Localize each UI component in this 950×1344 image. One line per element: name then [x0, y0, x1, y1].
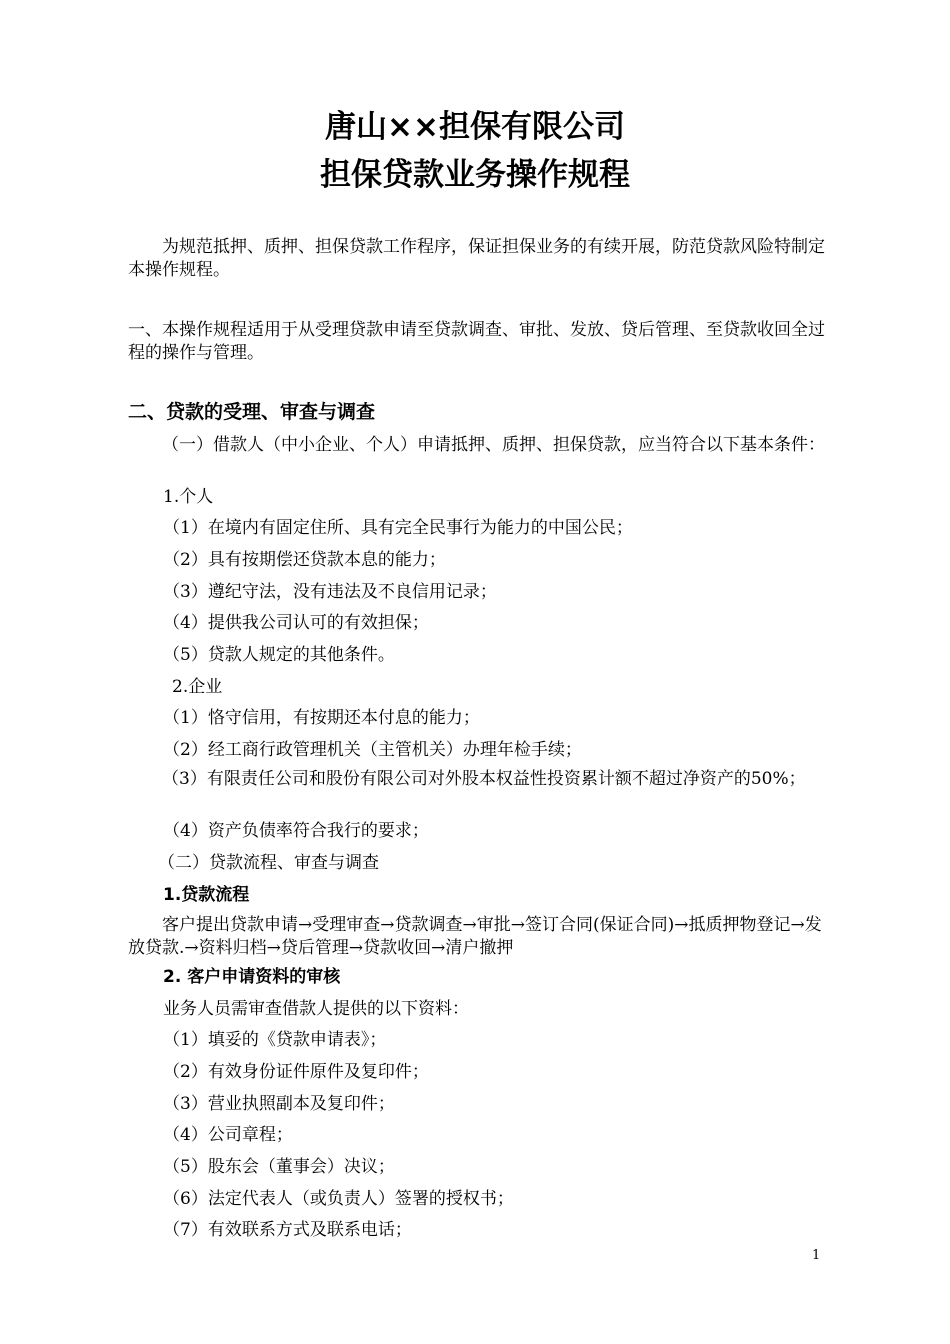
- review-item: （6）法定代表人（或负责人）签署的授权书；: [163, 1189, 514, 1209]
- review-heading: 2. 客户申请资料的审核: [163, 967, 341, 987]
- individual-item: （4）提供我公司认可的有效担保；: [163, 613, 429, 633]
- review-item: （3）营业执照副本及复印件；: [163, 1094, 395, 1114]
- section1-paragraph: 一、本操作规程适用于从受理贷款申请至贷款调查、审批、发放、贷后管理、至贷款收回全过程的操作与管理。: [128, 320, 825, 363]
- review-item: （7）有效联系方式及联系电话；: [163, 1220, 412, 1240]
- process-flow-text: 客户提出贷款申请→受理审查→贷款调查→审批→签订合同(保证合同)→抵质押物登记→发放贷款.→资料归档→贷后管理→贷款收回→清户撤押: [128, 915, 822, 958]
- enterprise-item: （3）有限责任公司和股份有限公司对外股本权益性投资累计额不超过净资产的50%；: [162, 769, 806, 789]
- conditions-intro: （一）借款人（中小企业、个人）申请抵押、质押、担保贷款，应当符合以下基本条件：: [162, 435, 825, 455]
- enterprise-item: （4）资产负债率符合我行的要求；: [163, 821, 429, 841]
- enterprise-item: （1）恪守信用，有按期还本付息的能力；: [163, 708, 480, 728]
- individual-heading: 1.个人: [163, 487, 214, 507]
- individual-item: （5）贷款人规定的其他条件。: [163, 645, 395, 665]
- review-item: （4）公司章程；: [163, 1125, 293, 1145]
- subsection2-heading: （二）贷款流程、审查与调查: [158, 853, 379, 873]
- intro-paragraph: 为规范抵押、质押、担保贷款工作程序，保证担保业务的有续开展，防范贷款风险特制定本操作规程。: [128, 237, 825, 280]
- document-title-line2: 担保贷款业务操作规程: [320, 157, 630, 193]
- section2-heading: 二、贷款的受理、审查与调查: [128, 401, 376, 423]
- individual-item: （1）在境内有固定住所、具有完全民事行为能力的中国公民；: [163, 518, 633, 538]
- document-title-line1: 唐山××担保有限公司: [325, 109, 625, 145]
- enterprise-item: （2）经工商行政管理机关（主管机关）办理年检手续；: [163, 740, 582, 760]
- page-number: 1: [812, 1248, 821, 1263]
- process-heading: 1.贷款流程: [163, 885, 250, 905]
- individual-item: （3）遵纪守法，没有违法及不良信用记录；: [163, 582, 497, 602]
- individual-item: （2）具有按期偿还贷款本息的能力；: [163, 550, 446, 570]
- review-item: （1）填妥的《贷款申请表》；: [163, 1030, 387, 1050]
- enterprise-heading: 2.企业: [172, 677, 223, 697]
- review-item: （5）股东会（董事会）决议；: [163, 1157, 395, 1177]
- review-intro: 业务人员需审查借款人提供的以下资料：: [163, 999, 469, 1019]
- review-item: （2）有效身份证件原件及复印件；: [163, 1062, 429, 1082]
